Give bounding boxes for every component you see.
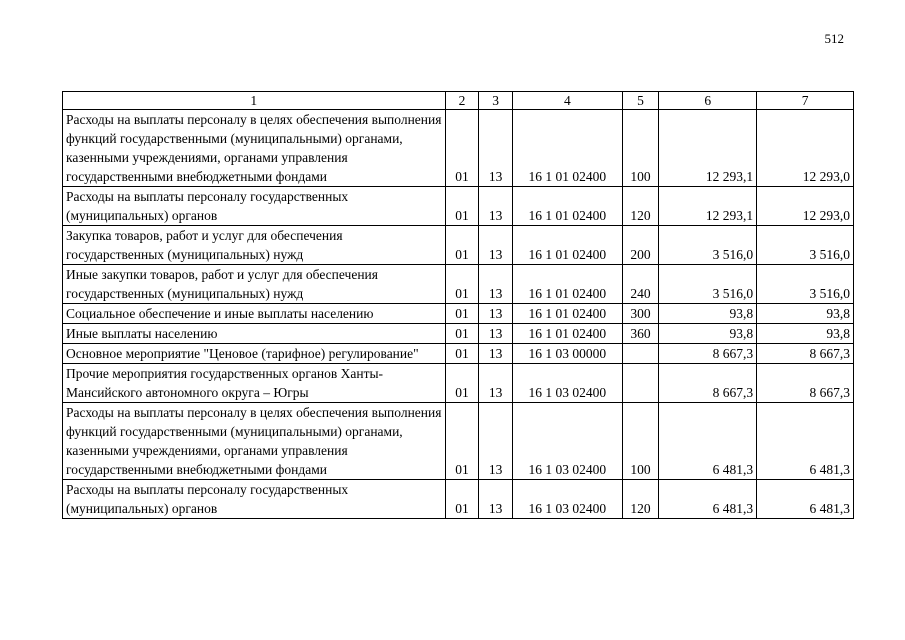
header-cell-plan: 6: [659, 92, 757, 110]
row-expense-type-cell: 100: [622, 403, 659, 480]
row-name-cell: Расходы на выплаты персоналу в целях обеспечения выполнения функций государственными (муниципальными) органами, казенными учреждениями, органами управления государственными внебюджетными фондами: [63, 110, 446, 187]
row-target-article-cell: 16 1 01 02400: [513, 324, 623, 344]
row-name-cell: Иные закупки товаров, работ и услуг для обеспечения государственных (муниципальных) нужд: [63, 265, 446, 304]
row-actual-cell: 93,8: [757, 304, 854, 324]
page-number: 512: [824, 31, 844, 46]
table-row: [63, 480, 854, 519]
row-target-article-cell: 16 1 01 02400: [513, 304, 623, 324]
row-plan-cell: 8 667,3: [659, 344, 757, 364]
row-name-cell: Расходы на выплаты персоналу государственных (муниципальных) органов: [63, 480, 446, 519]
row-section-cell: 01: [445, 403, 479, 480]
row-actual-cell: 3 516,0: [757, 226, 854, 265]
row-name-cell: Основное мероприятие "Ценовое (тарифное) регулирование": [63, 344, 446, 364]
row-name-cell: Расходы на выплаты персоналу государственных (муниципальных) органов: [63, 187, 446, 226]
row-subsection-cell: 13: [479, 265, 513, 304]
row-subsection-cell: 13: [479, 187, 513, 226]
row-actual-cell: 8 667,3: [757, 364, 854, 403]
row-target-article-cell: 16 1 03 02400: [513, 480, 623, 519]
row-name-cell: Иные выплаты населению: [63, 324, 446, 344]
budget-table: [62, 91, 854, 519]
row-plan-cell: 93,8: [659, 304, 757, 324]
row-subsection-cell: 13: [479, 324, 513, 344]
row-plan-cell: 3 516,0: [659, 226, 757, 265]
row-subsection-cell: 13: [479, 344, 513, 364]
header-row: [63, 92, 854, 110]
table-row: [63, 324, 854, 344]
row-plan-cell: 93,8: [659, 324, 757, 344]
row-section-cell: 01: [445, 110, 479, 187]
table-row: [63, 110, 854, 187]
row-target-article-cell: 16 1 03 02400: [513, 403, 623, 480]
row-expense-type-cell: 120: [622, 480, 659, 519]
row-section-cell: 01: [445, 226, 479, 265]
table-row: [63, 304, 854, 324]
header-cell-expense-type: 5: [622, 92, 659, 110]
table-body: [63, 110, 854, 519]
row-section-cell: 01: [445, 364, 479, 403]
row-plan-cell: 12 293,1: [659, 110, 757, 187]
row-section-cell: 01: [445, 324, 479, 344]
row-section-cell: 01: [445, 265, 479, 304]
header-cell-section: 2: [445, 92, 479, 110]
row-target-article-cell: 16 1 03 02400: [513, 364, 623, 403]
row-actual-cell: 6 481,3: [757, 480, 854, 519]
row-expense-type-cell: [622, 344, 659, 364]
row-plan-cell: 6 481,3: [659, 480, 757, 519]
header-cell-subsection: 3: [479, 92, 513, 110]
table-row: [63, 344, 854, 364]
row-section-cell: 01: [445, 187, 479, 226]
table-row: [63, 265, 854, 304]
table-row: [63, 403, 854, 480]
row-target-article-cell: 16 1 03 00000: [513, 344, 623, 364]
table-header: [63, 92, 854, 110]
row-section-cell: 01: [445, 344, 479, 364]
header-cell-name: 1: [63, 92, 446, 110]
row-actual-cell: 12 293,0: [757, 187, 854, 226]
row-plan-cell: 6 481,3: [659, 403, 757, 480]
row-name-cell: Расходы на выплаты персоналу в целях обеспечения выполнения функций государственными (муниципальными) органами, казенными учреждениями, органами управления государственными внебюджетными фондами: [63, 403, 446, 480]
row-subsection-cell: 13: [479, 364, 513, 403]
row-subsection-cell: 13: [479, 304, 513, 324]
row-subsection-cell: 13: [479, 110, 513, 187]
row-target-article-cell: 16 1 01 02400: [513, 265, 623, 304]
row-subsection-cell: 13: [479, 480, 513, 519]
row-name-cell: Прочие мероприятия государственных органов Ханты-Мансийского автономного округа – Югры: [63, 364, 446, 403]
table-row: [63, 187, 854, 226]
row-plan-cell: 3 516,0: [659, 265, 757, 304]
row-target-article-cell: 16 1 01 02400: [513, 110, 623, 187]
header-cell-actual: 7: [757, 92, 854, 110]
row-expense-type-cell: 360: [622, 324, 659, 344]
row-target-article-cell: 16 1 01 02400: [513, 226, 623, 265]
row-name-cell: Социальное обеспечение и иные выплаты населению: [63, 304, 446, 324]
row-actual-cell: 3 516,0: [757, 265, 854, 304]
table-row: [63, 226, 854, 265]
header-cell-target-article: 4: [513, 92, 623, 110]
row-subsection-cell: 13: [479, 403, 513, 480]
row-section-cell: 01: [445, 480, 479, 519]
row-actual-cell: 12 293,0: [757, 110, 854, 187]
table-row: [63, 364, 854, 403]
row-expense-type-cell: 100: [622, 110, 659, 187]
row-expense-type-cell: 300: [622, 304, 659, 324]
row-expense-type-cell: 240: [622, 265, 659, 304]
row-subsection-cell: 13: [479, 226, 513, 265]
row-section-cell: 01: [445, 304, 479, 324]
row-plan-cell: 8 667,3: [659, 364, 757, 403]
row-expense-type-cell: 200: [622, 226, 659, 265]
row-target-article-cell: 16 1 01 02400: [513, 187, 623, 226]
row-actual-cell: 6 481,3: [757, 403, 854, 480]
row-plan-cell: 12 293,1: [659, 187, 757, 226]
row-name-cell: Закупка товаров, работ и услуг для обеспечения государственных (муниципальных) нужд: [63, 226, 446, 265]
row-expense-type-cell: 120: [622, 187, 659, 226]
row-actual-cell: 8 667,3: [757, 344, 854, 364]
row-expense-type-cell: [622, 364, 659, 403]
row-actual-cell: 93,8: [757, 324, 854, 344]
